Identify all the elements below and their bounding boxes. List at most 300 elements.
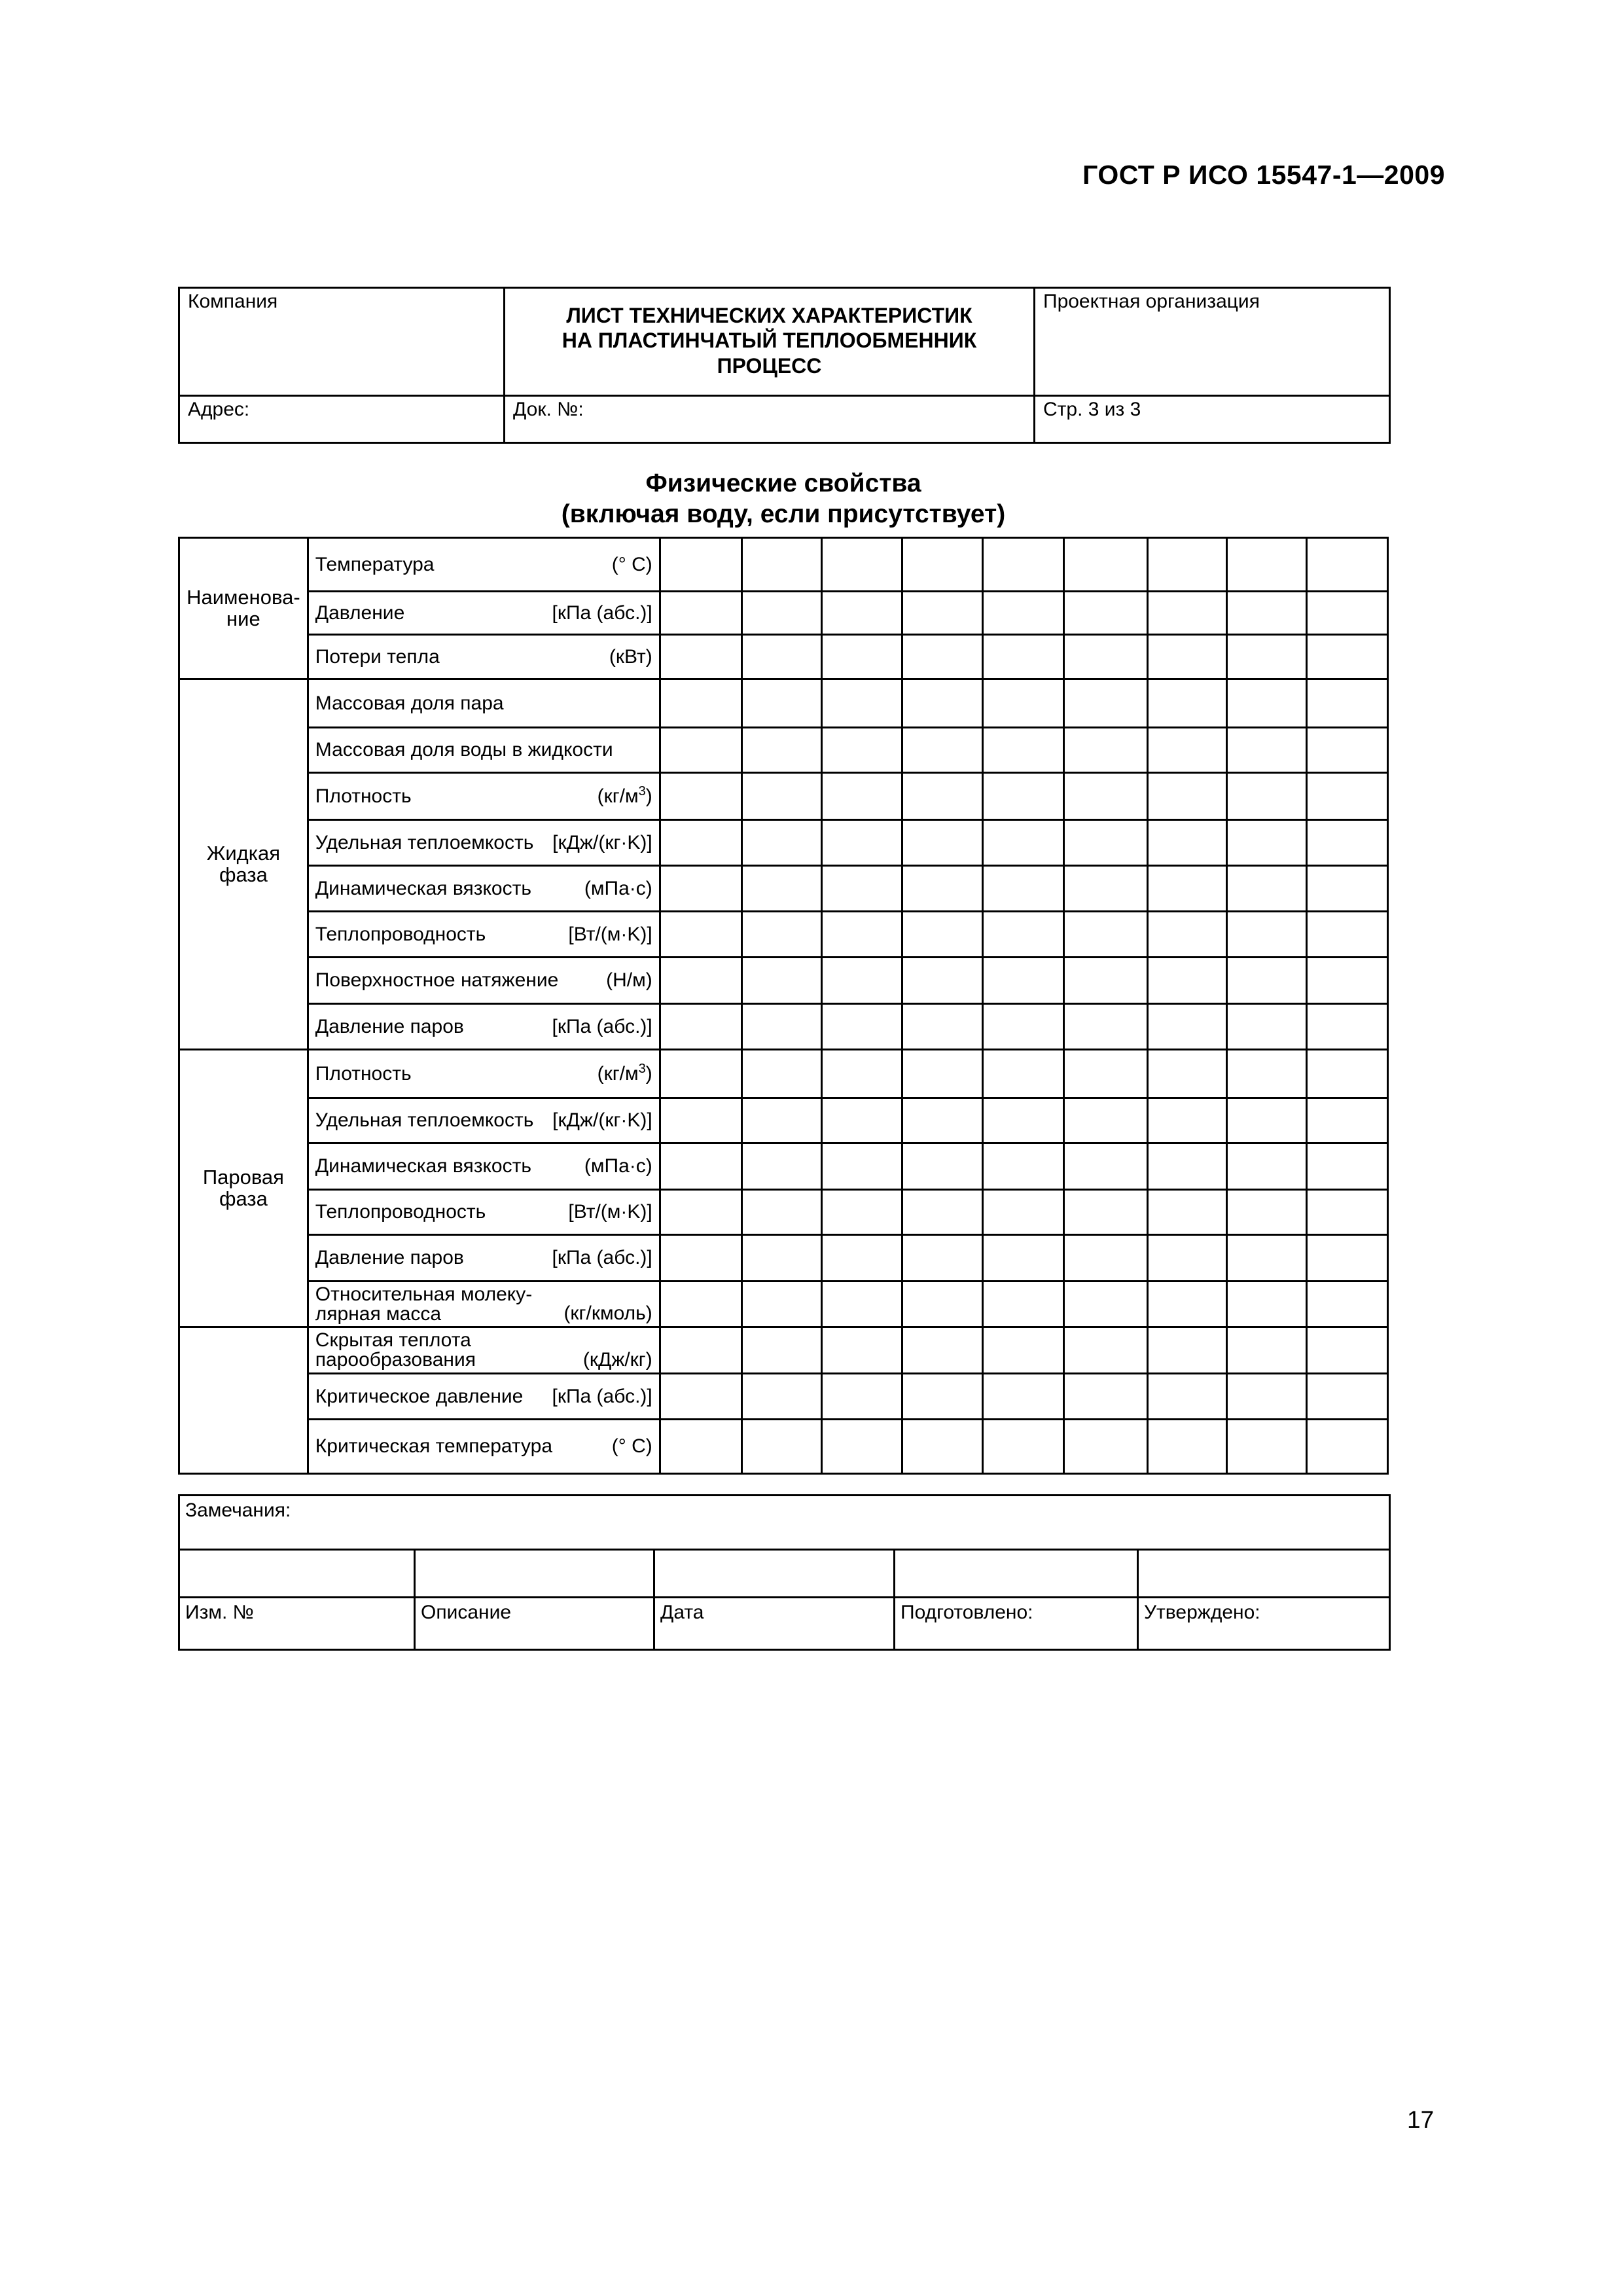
value-cell[interactable] — [660, 1374, 741, 1420]
value-cell[interactable] — [1147, 958, 1226, 1004]
table-row — [179, 1235, 1388, 1282]
doc-number-label: Док. №: — [513, 399, 584, 420]
value-cell[interactable] — [1064, 820, 1147, 866]
property-unit — [597, 1061, 652, 1085]
property-name: парообразования — [315, 1349, 476, 1371]
value-cell[interactable] — [1064, 538, 1147, 592]
value-cell[interactable] — [1064, 728, 1147, 773]
value-cell[interactable] — [1147, 635, 1226, 679]
property-cell — [308, 820, 660, 866]
property-cell — [308, 958, 660, 1004]
approved-label: Утверждено: — [1144, 1602, 1260, 1623]
page-of-label: Стр. 3 из 3 — [1043, 399, 1141, 420]
value-cell[interactable] — [983, 1098, 1064, 1143]
property-cell — [308, 1050, 660, 1098]
value-cell[interactable] — [902, 635, 983, 679]
value-cell[interactable] — [1226, 538, 1306, 592]
value-cell[interactable] — [741, 1098, 821, 1143]
date-label: Дата — [660, 1602, 704, 1623]
value-cell[interactable] — [741, 866, 821, 912]
value-cell[interactable] — [983, 958, 1064, 1004]
property-name: Давление паров — [315, 1247, 464, 1268]
value-cell[interactable] — [1306, 1098, 1387, 1143]
date-entry-cell[interactable] — [654, 1550, 895, 1598]
table-row — [179, 1420, 1388, 1474]
value-cell[interactable] — [1226, 728, 1306, 773]
value-cell[interactable] — [1226, 635, 1306, 679]
header-table — [178, 287, 1391, 444]
value-cell[interactable] — [821, 592, 902, 635]
property-name: Плотность — [315, 785, 412, 807]
value-cell[interactable] — [660, 1004, 741, 1050]
table-row — [179, 912, 1388, 958]
value-cell[interactable] — [660, 1190, 741, 1235]
doc-number-cell[interactable] — [505, 396, 1035, 443]
value-cell[interactable] — [1306, 679, 1387, 728]
value-cell[interactable] — [741, 679, 821, 728]
property-unit — [552, 1016, 652, 1037]
value-cell[interactable] — [1306, 820, 1387, 866]
property-cell — [308, 1327, 660, 1374]
value-cell[interactable] — [821, 538, 902, 592]
value-cell[interactable] — [1226, 1374, 1306, 1420]
property-cell — [308, 1143, 660, 1190]
value-cell[interactable] — [1064, 1327, 1147, 1374]
value-cell[interactable] — [902, 679, 983, 728]
value-cell[interactable] — [1147, 1282, 1226, 1327]
value-cell[interactable] — [1064, 679, 1147, 728]
value-cell[interactable] — [1147, 866, 1226, 912]
value-cell[interactable] — [821, 1327, 902, 1374]
property-name: Давление — [315, 601, 405, 624]
value-cell[interactable] — [660, 1420, 741, 1474]
table-row — [179, 592, 1388, 635]
property-unit — [552, 1110, 652, 1131]
value-cell[interactable] — [660, 1282, 741, 1327]
value-cell[interactable] — [660, 1327, 741, 1374]
value-cell[interactable] — [902, 1374, 983, 1420]
value-cell[interactable] — [1306, 728, 1387, 773]
value-cell[interactable] — [1306, 1143, 1387, 1190]
property-name: Поверхностное натяжение — [315, 969, 559, 991]
value-cell[interactable] — [660, 635, 741, 679]
value-cell[interactable] — [902, 1235, 983, 1282]
property-cell — [308, 1190, 660, 1235]
value-cell[interactable] — [902, 820, 983, 866]
value-cell[interactable] — [741, 1050, 821, 1098]
property-cell — [308, 866, 660, 912]
value-cell[interactable] — [660, 912, 741, 958]
value-cell[interactable] — [983, 866, 1064, 912]
value-cell[interactable] — [741, 592, 821, 635]
value-cell[interactable] — [1147, 820, 1226, 866]
value-cell[interactable] — [983, 635, 1064, 679]
value-cell[interactable] — [821, 1098, 902, 1143]
property-unit — [609, 647, 652, 668]
value-cell[interactable] — [902, 1282, 983, 1327]
prepared-label-cell — [895, 1598, 1138, 1650]
value-cell[interactable] — [741, 1374, 821, 1420]
value-cell[interactable] — [983, 1050, 1064, 1098]
value-cell[interactable] — [983, 1235, 1064, 1282]
value-cell[interactable] — [660, 820, 741, 866]
property-cell — [308, 1282, 660, 1327]
properties-table — [178, 537, 1389, 1475]
value-cell[interactable] — [1226, 773, 1306, 820]
property-unit — [552, 603, 652, 624]
property-name: Критическое давление — [315, 1385, 524, 1407]
property-unit — [552, 833, 652, 853]
value-cell[interactable] — [983, 538, 1064, 592]
value-cell[interactable] — [821, 1004, 902, 1050]
value-cell[interactable] — [983, 1143, 1064, 1190]
property-name: Массовая доля пара — [315, 692, 504, 714]
value-cell[interactable] — [660, 866, 741, 912]
standard-number: ГОСТ Р ИСО 15547-1—2009 — [1082, 160, 1445, 190]
value-cell[interactable] — [1306, 635, 1387, 679]
unit-exponent: 3 — [638, 783, 646, 798]
value-cell[interactable] — [1147, 1420, 1226, 1474]
desc-entry-cell[interactable] — [415, 1550, 654, 1598]
unit-text: (кВт) — [609, 645, 652, 668]
value-cell[interactable] — [902, 1190, 983, 1235]
value-cell[interactable] — [1064, 912, 1147, 958]
value-cell[interactable] — [1226, 1282, 1306, 1327]
table-row — [179, 1143, 1388, 1190]
value-cell[interactable] — [1147, 1327, 1226, 1374]
unit-text: (кг/м — [597, 1062, 639, 1085]
value-cell[interactable] — [1226, 866, 1306, 912]
sheet-title-line-2: НА ПЛАСТИНЧАТЫЙ ТЕПЛООБМЕННИК — [562, 329, 977, 353]
value-cell[interactable] — [983, 773, 1064, 820]
desc-label-cell — [415, 1598, 654, 1650]
value-cell[interactable] — [902, 538, 983, 592]
value-cell[interactable] — [1306, 1050, 1387, 1098]
value-cell[interactable] — [821, 1420, 902, 1474]
value-cell[interactable] — [660, 958, 741, 1004]
company-label: Компания — [188, 291, 278, 312]
table-row — [179, 679, 1388, 728]
property-unit — [612, 1436, 652, 1457]
value-cell[interactable] — [1064, 1235, 1147, 1282]
group-other — [179, 1327, 308, 1474]
value-cell[interactable] — [1064, 1190, 1147, 1235]
property-name: Массовая доля воды в жидкости — [315, 739, 613, 761]
value-cell[interactable] — [741, 1327, 821, 1374]
value-cell[interactable] — [983, 1374, 1064, 1420]
desc-label: Описание — [421, 1602, 512, 1623]
value-cell[interactable] — [741, 773, 821, 820]
property-cell — [308, 1098, 660, 1143]
value-cell[interactable] — [1226, 1098, 1306, 1143]
prepared-entry-cell[interactable] — [895, 1550, 1138, 1598]
value-cell[interactable] — [1064, 773, 1147, 820]
value-cell[interactable] — [1147, 592, 1226, 635]
unit-text: (° С) — [611, 1435, 652, 1458]
value-cell[interactable] — [1064, 958, 1147, 1004]
group-liquid-phase: Жидкая фаза — [179, 679, 308, 1050]
value-cell[interactable] — [983, 1282, 1064, 1327]
value-cell[interactable] — [1306, 1190, 1387, 1235]
value-cell[interactable] — [1226, 1004, 1306, 1050]
rev-label: Изм. № — [185, 1602, 254, 1623]
value-cell[interactable] — [821, 1282, 902, 1327]
table-row — [179, 1004, 1388, 1050]
property-cell — [308, 1420, 660, 1474]
value-cell[interactable] — [741, 1143, 821, 1190]
value-cell[interactable] — [1306, 1004, 1387, 1050]
unit-text: (мПа·с) — [584, 1155, 652, 1177]
value-cell[interactable] — [1147, 679, 1226, 728]
value-cell[interactable] — [821, 1235, 902, 1282]
table-row — [179, 820, 1388, 866]
unit-text: [кПа (абс.)] — [552, 1247, 652, 1269]
property-unit — [552, 1386, 652, 1407]
value-cell[interactable] — [1226, 820, 1306, 866]
value-cell[interactable] — [1306, 1327, 1387, 1374]
value-cell[interactable] — [741, 635, 821, 679]
value-cell[interactable] — [1226, 1235, 1306, 1282]
value-cell[interactable] — [902, 728, 983, 773]
property-cell — [308, 728, 660, 773]
property-name: Удельная теплоемкость — [315, 1109, 534, 1131]
unit-text: [кДж/(кг·K)] — [552, 831, 652, 853]
value-cell[interactable] — [983, 679, 1064, 728]
property-name: Удельная теплоемкость — [315, 831, 534, 853]
value-cell[interactable] — [983, 728, 1064, 773]
value-cell[interactable] — [660, 1050, 741, 1098]
page-of-cell — [1035, 396, 1390, 443]
address-label: Адрес: — [188, 399, 250, 420]
value-cell[interactable] — [1064, 1374, 1147, 1420]
value-cell[interactable] — [983, 1004, 1064, 1050]
value-cell[interactable] — [902, 1098, 983, 1143]
value-cell[interactable] — [1306, 912, 1387, 958]
value-cell[interactable] — [1147, 538, 1226, 592]
property-cell — [308, 1374, 660, 1420]
value-cell[interactable] — [902, 773, 983, 820]
value-cell[interactable] — [1226, 1420, 1306, 1474]
value-cell[interactable] — [902, 958, 983, 1004]
unit-text: (кДж/кг) — [582, 1348, 652, 1371]
value-cell[interactable] — [983, 1327, 1064, 1374]
value-cell[interactable] — [1226, 958, 1306, 1004]
unit-exponent: 3 — [638, 1061, 646, 1076]
value-cell[interactable] — [1064, 1282, 1147, 1327]
value-cell[interactable] — [741, 1282, 821, 1327]
value-cell[interactable] — [741, 1420, 821, 1474]
address-cell[interactable] — [179, 396, 505, 443]
value-cell[interactable] — [1147, 1004, 1226, 1050]
value-cell[interactable] — [1306, 773, 1387, 820]
property-name-line1: Относительная молеку- — [315, 1283, 533, 1305]
table-row — [179, 538, 1388, 592]
section-caption — [178, 469, 1389, 530]
property-name: Динамическая вязкость — [315, 1155, 531, 1177]
value-cell[interactable] — [1306, 866, 1387, 912]
value-cell[interactable] — [660, 1235, 741, 1282]
value-cell[interactable] — [1147, 1098, 1226, 1143]
unit-tail: ) — [645, 785, 652, 807]
value-cell[interactable] — [741, 912, 821, 958]
value-cell[interactable] — [1064, 1098, 1147, 1143]
property-cell — [308, 635, 660, 679]
group-vapor-phase: Паровая фаза — [179, 1050, 308, 1327]
unit-text: [кПа (абс.)] — [552, 1015, 652, 1037]
table-row — [179, 958, 1388, 1004]
value-cell[interactable] — [660, 1098, 741, 1143]
value-cell[interactable] — [983, 592, 1064, 635]
value-cell[interactable] — [902, 1420, 983, 1474]
value-cell[interactable] — [1306, 1282, 1387, 1327]
value-cell[interactable] — [741, 958, 821, 1004]
table-row — [179, 1098, 1388, 1143]
value-cell[interactable] — [1147, 1190, 1226, 1235]
value-cell[interactable] — [821, 773, 902, 820]
value-cell[interactable] — [741, 1190, 821, 1235]
unit-text: [Вт/(м·K)] — [568, 1201, 652, 1223]
value-cell[interactable] — [660, 538, 741, 592]
value-cell[interactable] — [1147, 1374, 1226, 1420]
sheet-title — [505, 288, 1035, 396]
value-cell[interactable] — [1306, 958, 1387, 1004]
value-cell[interactable] — [1306, 592, 1387, 635]
property-cell — [308, 538, 660, 592]
property-name: Динамическая вязкость — [315, 877, 531, 899]
value-cell[interactable] — [1147, 728, 1226, 773]
property-cell — [308, 773, 660, 820]
value-cell[interactable] — [902, 1004, 983, 1050]
value-cell[interactable] — [821, 635, 902, 679]
value-cell[interactable] — [1147, 1050, 1226, 1098]
footer-table — [178, 1494, 1391, 1651]
caption-line-1: Физические свойства — [645, 469, 921, 497]
value-cell[interactable] — [821, 1143, 902, 1190]
property-name: Температура — [315, 553, 435, 575]
value-cell[interactable] — [983, 912, 1064, 958]
value-cell[interactable] — [741, 1235, 821, 1282]
date-label-cell — [654, 1598, 895, 1650]
property-name: Плотность — [315, 1062, 412, 1085]
value-cell[interactable] — [1226, 912, 1306, 958]
value-cell[interactable] — [902, 912, 983, 958]
value-cell[interactable] — [1226, 1050, 1306, 1098]
value-cell[interactable] — [660, 679, 741, 728]
value-cell[interactable] — [1306, 1235, 1387, 1282]
value-cell[interactable] — [660, 728, 741, 773]
value-cell[interactable] — [821, 679, 902, 728]
value-cell[interactable] — [1306, 538, 1387, 592]
value-cell[interactable] — [660, 1143, 741, 1190]
table-row — [179, 1050, 1388, 1098]
value-cell[interactable] — [1226, 1327, 1306, 1374]
value-cell[interactable] — [741, 728, 821, 773]
property-unit — [583, 1350, 652, 1371]
unit-text: [кПа (абс.)] — [552, 601, 652, 624]
value-cell[interactable] — [821, 1050, 902, 1098]
value-cell[interactable] — [1064, 1420, 1147, 1474]
remarks-label: Замечания: — [185, 1499, 291, 1521]
value-cell[interactable] — [1064, 1050, 1147, 1098]
value-cell[interactable] — [1147, 773, 1226, 820]
unit-text: (° С) — [611, 553, 652, 575]
caption-line-2: (включая воду, если присутствует) — [561, 499, 1006, 528]
value-cell[interactable] — [902, 1050, 983, 1098]
property-name: Теплопроводность — [315, 1201, 486, 1223]
table-row — [179, 635, 1388, 679]
value-cell[interactable] — [1226, 1143, 1306, 1190]
property-unit — [597, 783, 652, 807]
value-cell[interactable] — [902, 866, 983, 912]
value-cell[interactable] — [1064, 592, 1147, 635]
unit-text: [кДж/(кг·K)] — [552, 1109, 652, 1132]
value-cell[interactable] — [1226, 1190, 1306, 1235]
value-cell[interactable] — [741, 1004, 821, 1050]
property-name-line1: Скрытая теплота — [315, 1329, 471, 1351]
value-cell[interactable] — [1147, 1143, 1226, 1190]
value-cell[interactable] — [821, 912, 902, 958]
value-cell[interactable] — [983, 1420, 1064, 1474]
value-cell[interactable] — [1147, 912, 1226, 958]
value-cell[interactable] — [821, 1190, 902, 1235]
design-org-cell[interactable] — [1035, 288, 1390, 396]
value-cell[interactable] — [1306, 1420, 1387, 1474]
value-cell[interactable] — [1147, 1235, 1226, 1282]
value-cell[interactable] — [1064, 1004, 1147, 1050]
property-unit — [584, 878, 652, 899]
value-cell[interactable] — [821, 728, 902, 773]
value-cell[interactable] — [1064, 1143, 1147, 1190]
value-cell[interactable] — [1226, 592, 1306, 635]
design-org-label: Проектная организация — [1043, 291, 1260, 312]
company-cell[interactable] — [179, 288, 505, 396]
property-cell — [308, 679, 660, 728]
rev-entry-cell[interactable] — [179, 1550, 415, 1598]
value-cell[interactable] — [902, 1143, 983, 1190]
value-cell[interactable] — [1226, 679, 1306, 728]
value-cell[interactable] — [983, 1190, 1064, 1235]
approved-entry-cell[interactable] — [1138, 1550, 1390, 1598]
value-cell[interactable] — [1064, 866, 1147, 912]
property-name: лярная масса — [315, 1302, 442, 1325]
value-cell[interactable] — [660, 773, 741, 820]
value-cell[interactable] — [821, 820, 902, 866]
value-cell[interactable] — [660, 592, 741, 635]
value-cell[interactable] — [902, 592, 983, 635]
value-cell[interactable] — [1064, 635, 1147, 679]
approved-label-cell — [1138, 1598, 1390, 1650]
property-cell — [308, 912, 660, 958]
remarks-cell[interactable] — [179, 1496, 1390, 1550]
value-cell[interactable] — [821, 958, 902, 1004]
value-cell[interactable] — [741, 538, 821, 592]
unit-text: [Вт/(м·K)] — [568, 923, 652, 945]
unit-text: (кг/кмоль) — [563, 1302, 652, 1324]
property-name: Давление паров — [315, 1015, 464, 1037]
value-cell[interactable] — [983, 820, 1064, 866]
unit-tail: ) — [645, 1062, 652, 1085]
value-cell[interactable] — [1306, 1374, 1387, 1420]
table-row — [179, 1282, 1388, 1327]
value-cell[interactable] — [821, 1374, 902, 1420]
value-cell[interactable] — [741, 820, 821, 866]
sheet-title-line-3: ПРОЦЕСС — [717, 353, 822, 378]
value-cell[interactable] — [902, 1327, 983, 1374]
property-cell — [308, 592, 660, 635]
property-cell — [308, 1235, 660, 1282]
value-cell[interactable] — [821, 866, 902, 912]
property-unit — [552, 1247, 652, 1268]
